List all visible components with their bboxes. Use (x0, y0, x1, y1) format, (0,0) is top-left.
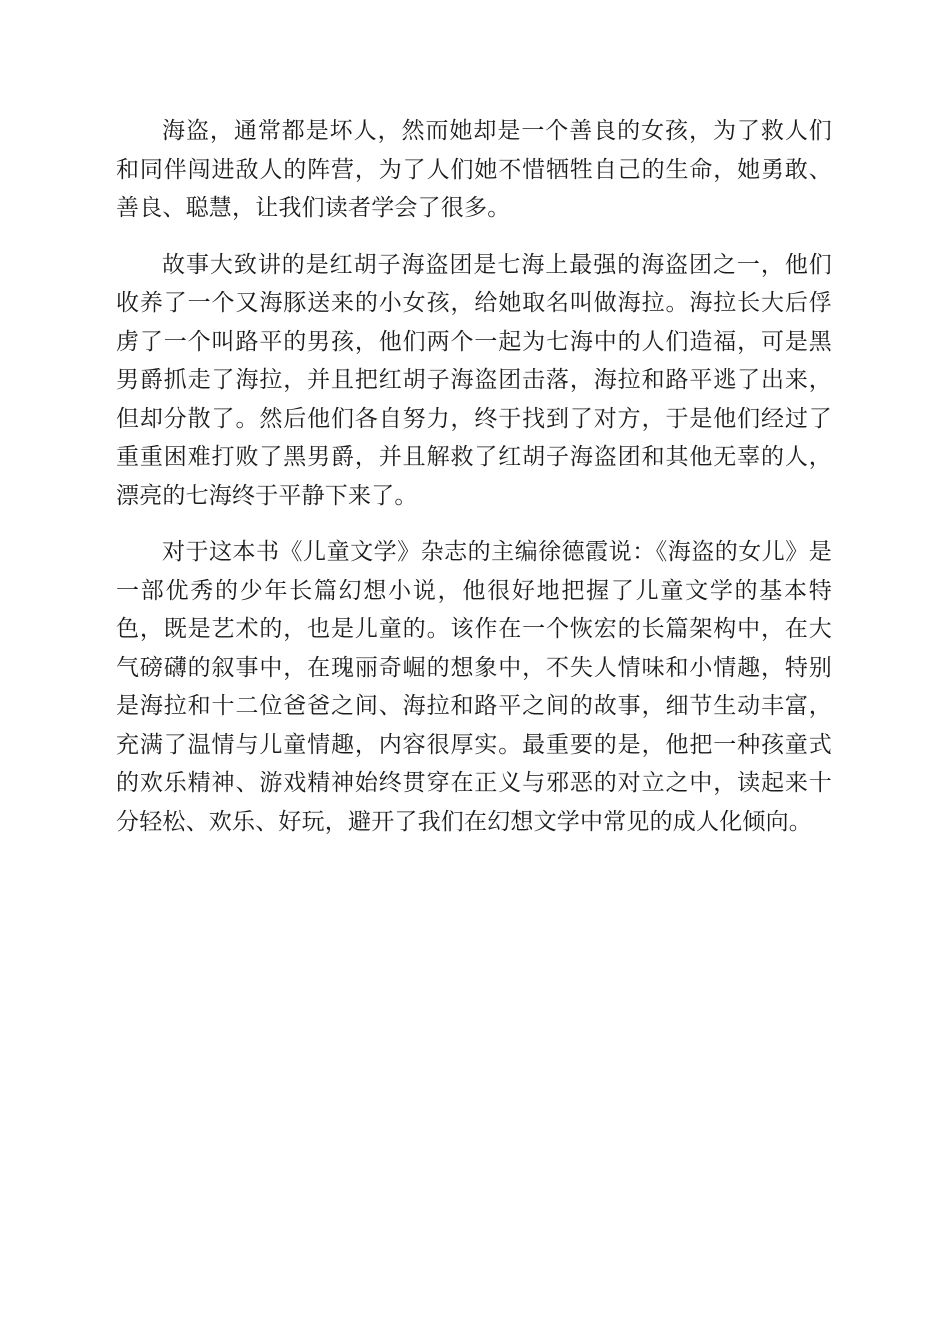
paragraph-3: 对于这本书《儿童文学》杂志的主编徐德霞说：《海盗的女儿》是一部优秀的少年长篇幻想小说，他很好地把握了儿童文学的基本特色，既是艺术的，也是儿童的。该作在一个恢宏的长篇架构中，在大气磅礴的叙事中，在瑰丽奇崛的想象中，不失人情味和小情趣，特别是海拉和十二位爸爸之间、海拉和路平之间的故事，细节生动丰富，充满了温情与儿童情趣，内容很厚实。最重要的是，他把一种孩童式的欢乐精神、游戏精神始终贯穿在正义与邪恶的对立之中，读起来十分轻松、欢乐、好玩，避开了我们在幻想文学中常见的成人化倾向。 (116, 539, 832, 835)
paragraph-2: 故事大致讲的是红胡子海盗团是七海上最强的海盗团之一，他们收养了一个又海豚送来的小女孩，给她取名叫做海拉。海拉长大后俘虏了一个叫路平的男孩，他们两个一起为七海中的人们造福，可是黑男爵抓走了海拉，并且把红胡子海盗团击落，海拉和路平逃了出来，但却分散了。然后他们各自努力，终于找到了对方，于是他们经过了重重困难打败了黑男爵，并且解救了红胡子海盗团和其他无辜的人，漂亮的七海终于平静下来了。 (116, 251, 832, 509)
paragraph-1: 海盗，通常都是坏人，然而她却是一个善良的女孩，为了救人们和同伴闯进敌人的阵营，为了人们她不惜牺牲自己的生命，她勇敢、善良、聪慧，让我们读者学会了很多。 (116, 118, 832, 221)
document-body (116, 112, 832, 859)
